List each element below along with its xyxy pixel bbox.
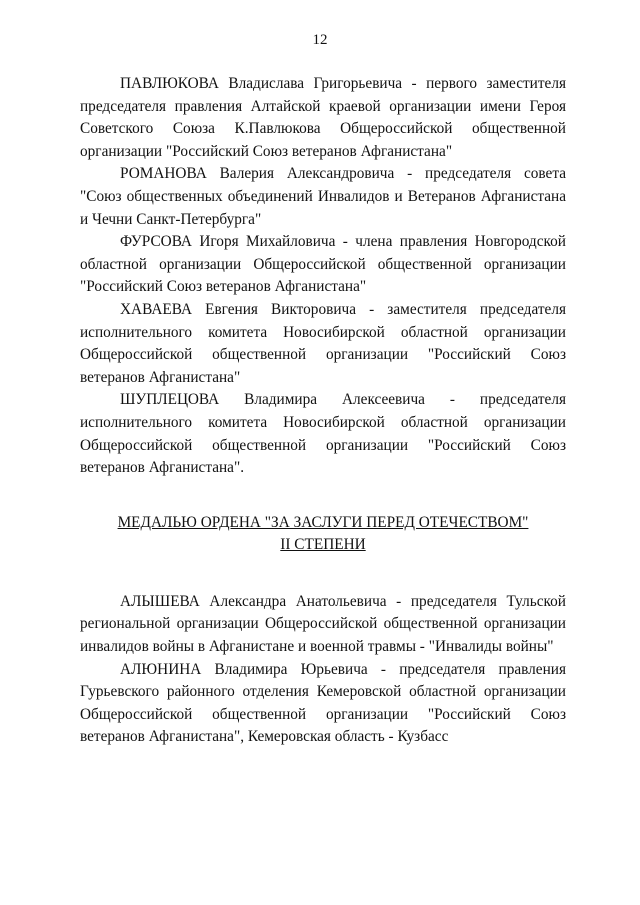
document-body [80, 73, 566, 749]
award-entry-alyshev: АЛЫШЕВА Александра Анатольевича - председателя Тульской региональной организации Общероссийской общественной организации инвалидов войны в Афганистане и военной травмы - "Инвалиды войны" [80, 592, 566, 656]
award-entry-pavlyukov: ПАВЛЮКОВА Владислава Григорьевича - первого заместителя председателя правления Алтайской краевой организации имени Героя Советского Союза К.Павлюкова Общероссийской общественной организации "Российский Союз ветеранов Афганистана" [80, 75, 566, 160]
award-entry-shupletsov: ШУПЛЕЦОВА Владимира Алексеевича - председателя исполнительного комитета Новосибирской областной организации Общероссийской общественной организации "Российский Союз ветеранов Афганистана". [80, 391, 566, 477]
award-entry-alyunin: АЛЮНИНА Владимира Юрьевича - председателя правления Гурьевского районного отделения Кемеровской областной организации Общероссийской общественной организации "Российский Союз ветеранов Афганистана", Кемеровская область - Кузбасс [80, 660, 566, 746]
award-entry-khavaev: ХАВАЕВА Евгения Викторовича - заместителя председателя исполнительного комитета Новосибирской областной организации Общероссийской общественной организации "Российский Союз ветеранов Афганистана" [80, 300, 566, 386]
section-heading [80, 512, 566, 557]
page-number: 12 [312, 32, 328, 48]
section-heading-line2: II СТЕПЕНИ [280, 536, 366, 554]
award-entry-romanov: РОМАНОВА Валерия Александровича - председателя совета "Союз общественных объединений Инвалидов и Ветеранов Афганистана и Чечни Санкт-Петербурга" [80, 165, 566, 228]
award-entry-fursov: ФУРСОВА Игоря Михайловича - члена правления Новгородской областной организации Общероссийской общественной организации "Российский Союз ветеранов Афганистана" [80, 233, 566, 296]
section-heading-line1: МЕДАЛЬЮ ОРДЕНА "ЗА ЗАСЛУГИ ПЕРЕД ОТЕЧЕСТВОМ" [117, 513, 529, 531]
